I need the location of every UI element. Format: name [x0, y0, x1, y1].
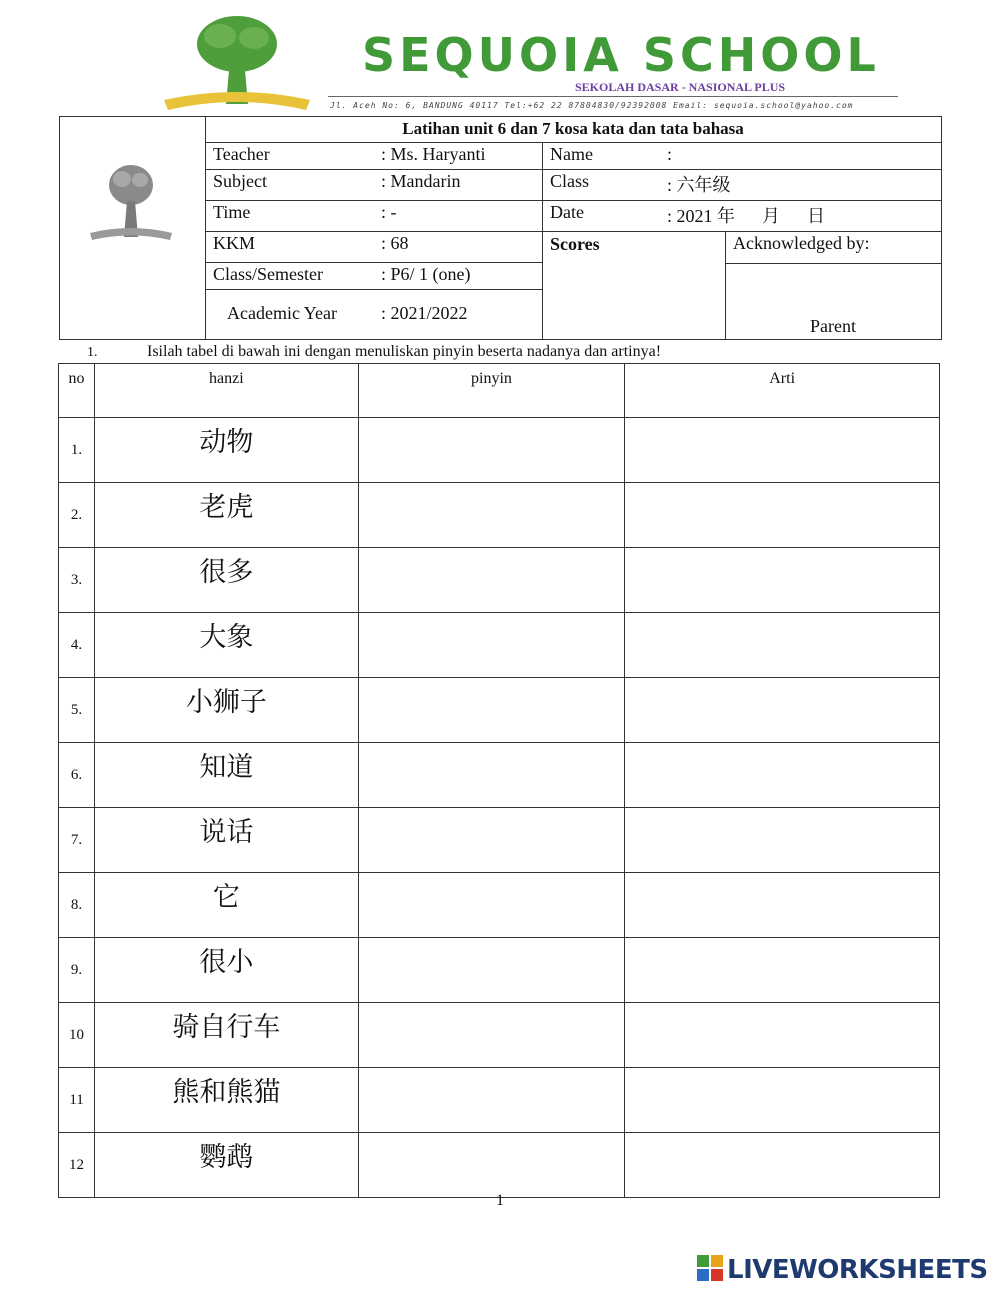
date-value: : 2021 年 月 日 — [667, 206, 826, 226]
school-subtitle: SEKOLAH DASAR - NASIONAL PLUS — [575, 80, 786, 94]
subject-label: Subject — [213, 171, 267, 191]
scores-label: Scores — [550, 234, 600, 254]
kkm-value: : 68 — [381, 233, 409, 253]
table-row — [59, 1133, 940, 1198]
arti-answer-cell[interactable] — [625, 678, 940, 743]
table-row — [59, 873, 940, 938]
row-number: 2. — [59, 483, 95, 548]
subject-value: : Mandarin — [381, 171, 461, 191]
header-hanzi: hanzi — [95, 364, 359, 418]
table-row — [59, 548, 940, 613]
header-no: no — [59, 364, 95, 418]
arti-answer-cell[interactable] — [625, 808, 940, 873]
pinyin-answer-cell[interactable] — [358, 1068, 625, 1133]
time-label: Time — [213, 202, 251, 222]
liveworksheets-text: LIVEWORKSHEETS — [727, 1255, 988, 1285]
instruction-text: Isilah tabel di bawah ini dengan menuliskan pinyin beserta nadanya dan artinya! — [147, 343, 662, 360]
teacher-value: : Ms. Haryanti — [381, 144, 486, 164]
instruction-number: 1. — [87, 345, 98, 360]
hanzi-cell: 说话 — [95, 808, 359, 873]
hanzi-cell: 动物 — [95, 418, 359, 483]
school-contact: Jl. Aceh No: 6, BANDUNG 40117 Tel:+62 22 87804830/92392008 Email: sequoia.school@yahoo.com — [330, 101, 854, 110]
school-name: SEQUOIA SCHOOL — [362, 28, 880, 82]
pinyin-answer-cell[interactable] — [358, 938, 625, 1003]
worksheet-title: Latihan unit 6 dan 7 kosa kata dan tata bahasa — [402, 119, 744, 138]
liveworksheets-brand[interactable] — [697, 1256, 988, 1284]
date-label: Date — [550, 202, 584, 222]
name-field[interactable]: : — [667, 144, 673, 164]
teacher-label: Teacher — [213, 144, 270, 164]
table-row — [59, 938, 940, 1003]
pinyin-answer-cell[interactable] — [358, 1003, 625, 1068]
table-row — [59, 743, 940, 808]
hanzi-cell: 很小 — [95, 938, 359, 1003]
row-number: 5. — [59, 678, 95, 743]
arti-answer-cell[interactable] — [625, 938, 940, 1003]
acknowledged-label: Acknowledged by: — [733, 233, 870, 253]
hanzi-cell: 鹦鹉 — [95, 1133, 359, 1198]
time-value: : - — [381, 202, 397, 222]
arti-answer-cell[interactable] — [625, 1068, 940, 1133]
name-label: Name — [550, 144, 593, 164]
liveworksheets-logo-icon — [697, 1255, 723, 1286]
table-row — [59, 418, 940, 483]
table-row — [59, 483, 940, 548]
table-row — [59, 1003, 940, 1068]
instruction — [87, 343, 661, 361]
row-number: 11 — [59, 1068, 95, 1133]
table-row — [59, 678, 940, 743]
tree-icon — [86, 161, 176, 251]
row-number: 9. — [59, 938, 95, 1003]
arti-answer-cell[interactable] — [625, 1003, 940, 1068]
header-pinyin: pinyin — [358, 364, 625, 418]
parent-label: Parent — [810, 316, 856, 336]
pinyin-answer-cell[interactable] — [358, 873, 625, 938]
pinyin-answer-cell[interactable] — [358, 808, 625, 873]
row-number: 4. — [59, 613, 95, 678]
row-number: 3. — [59, 548, 95, 613]
hanzi-cell: 很多 — [95, 548, 359, 613]
class-value: : 六年级 — [667, 175, 731, 195]
arti-answer-cell[interactable] — [625, 418, 940, 483]
pinyin-answer-cell[interactable] — [358, 483, 625, 548]
row-number: 10 — [59, 1003, 95, 1068]
table-header-row — [59, 364, 940, 418]
class-semester-value: : P6/ 1 (one) — [381, 264, 471, 284]
table-row — [59, 1068, 940, 1133]
arti-answer-cell[interactable] — [625, 548, 940, 613]
row-number: 12 — [59, 1133, 95, 1198]
table-row — [59, 613, 940, 678]
arti-answer-cell[interactable] — [625, 743, 940, 808]
kkm-label: KKM — [213, 233, 256, 253]
row-number: 7. — [59, 808, 95, 873]
hanzi-cell: 大象 — [95, 613, 359, 678]
row-number: 6. — [59, 743, 95, 808]
page-number: 1 — [496, 1192, 504, 1209]
arti-answer-cell[interactable] — [625, 873, 940, 938]
arti-answer-cell[interactable] — [625, 483, 940, 548]
academic-year-value: : 2021/2022 — [381, 303, 468, 323]
class-semester-label: Class/Semester — [213, 264, 323, 284]
hanzi-cell: 老虎 — [95, 483, 359, 548]
table-row — [59, 808, 940, 873]
pinyin-answer-cell[interactable] — [358, 613, 625, 678]
pinyin-answer-cell[interactable] — [358, 418, 625, 483]
pinyin-answer-cell[interactable] — [358, 1133, 625, 1198]
hanzi-cell: 熊和熊猫 — [95, 1068, 359, 1133]
hanzi-cell: 小狮子 — [95, 678, 359, 743]
header-info-box — [59, 116, 942, 340]
pinyin-answer-cell[interactable] — [358, 678, 625, 743]
letterhead-divider — [328, 96, 898, 97]
hanzi-cell: 它 — [95, 873, 359, 938]
hanzi-cell: 骑自行车 — [95, 1003, 359, 1068]
header-arti: Arti — [625, 364, 940, 418]
vocab-table — [58, 363, 940, 1198]
hanzi-cell: 知道 — [95, 743, 359, 808]
pinyin-answer-cell[interactable] — [358, 548, 625, 613]
academic-year-label: Academic Year — [227, 303, 337, 323]
tree-icon — [160, 14, 315, 118]
row-number: 8. — [59, 873, 95, 938]
arti-answer-cell[interactable] — [625, 1133, 940, 1198]
class-label: Class — [550, 171, 590, 191]
arti-answer-cell[interactable] — [625, 613, 940, 678]
row-number: 1. — [59, 418, 95, 483]
pinyin-answer-cell[interactable] — [358, 743, 625, 808]
